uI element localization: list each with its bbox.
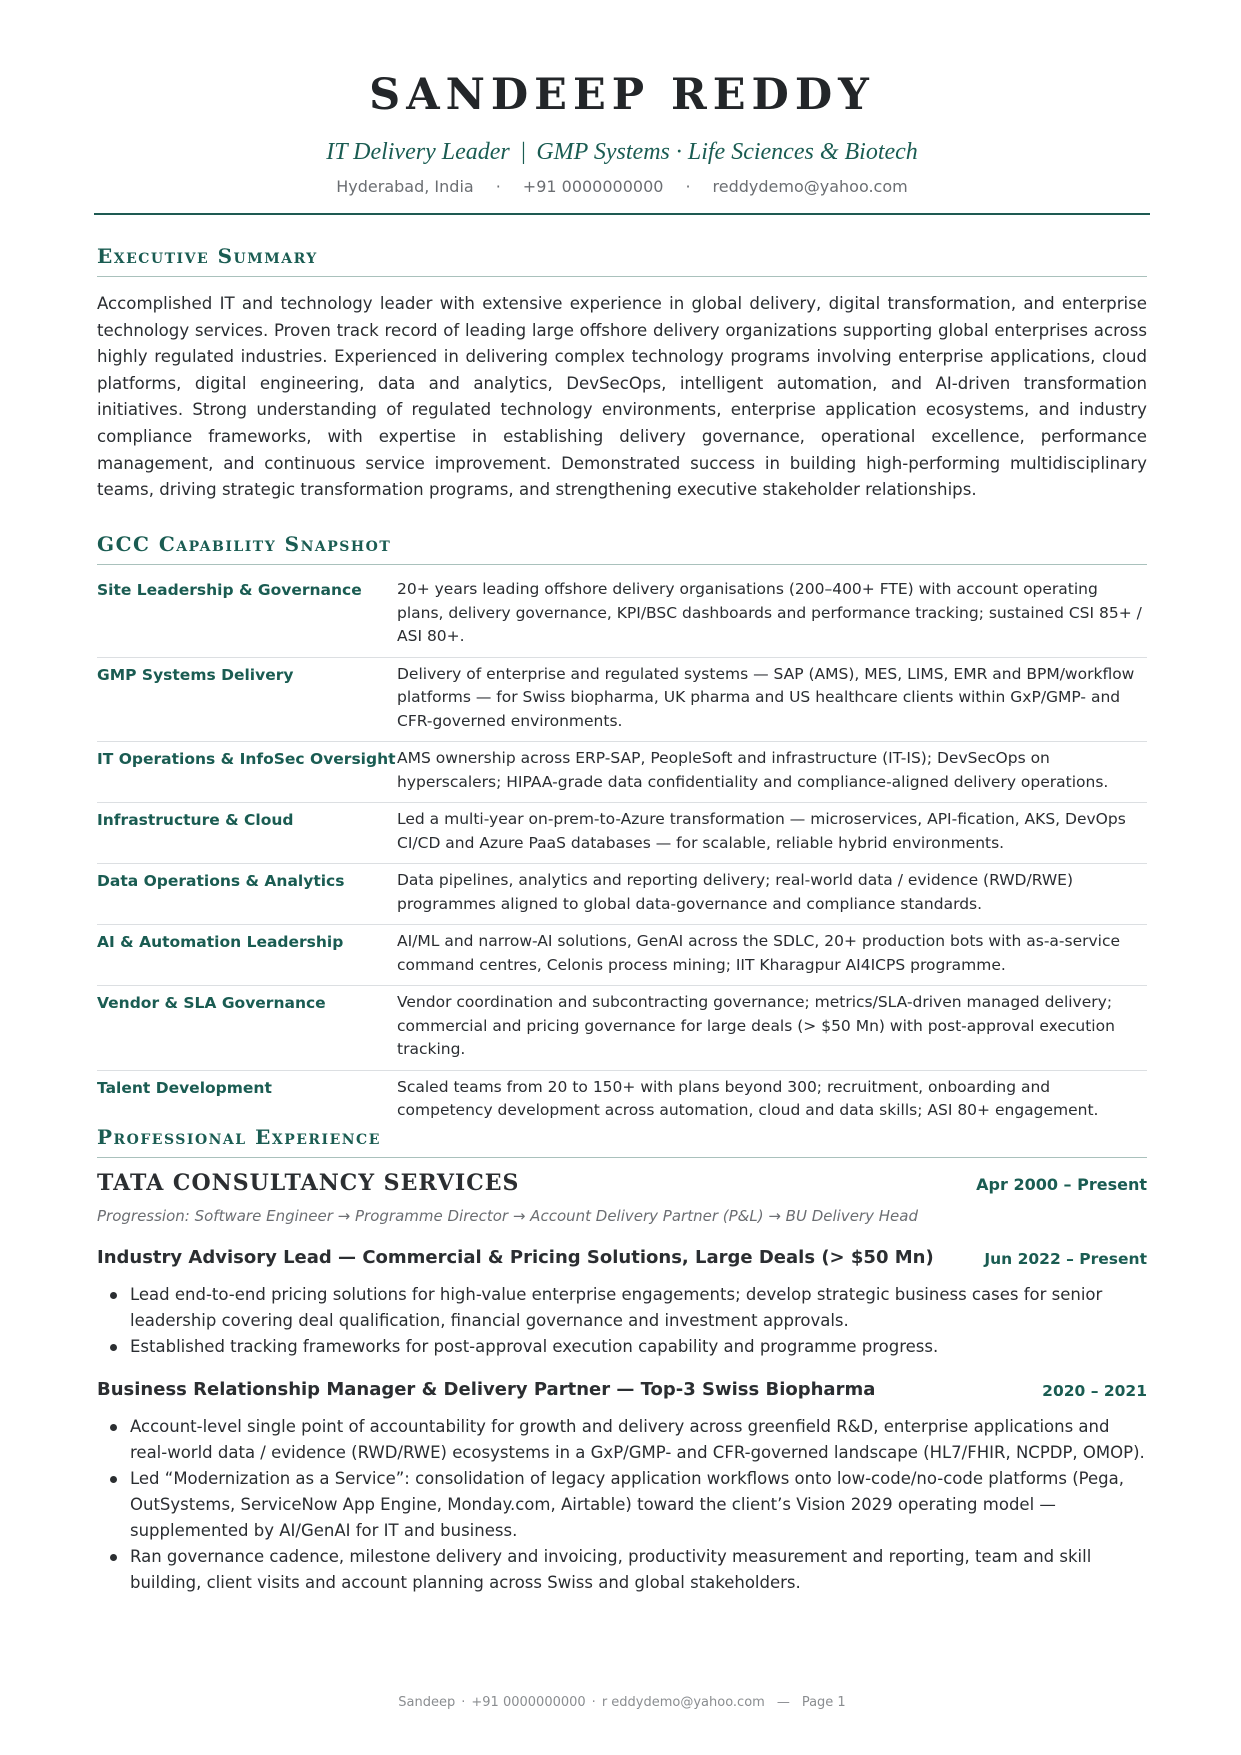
page-footer: [97, 1694, 1147, 1712]
tagline-domain: GMP Systems · Life Sciences & Biotech: [536, 139, 918, 165]
section-title-summary: Executive Summary: [97, 244, 318, 268]
capability-label: Infrastructure & Cloud: [97, 811, 294, 829]
company-dates: Apr 2000 – Present: [976, 1175, 1147, 1194]
capability-label: IT Operations & InfoSec Oversight: [97, 750, 396, 768]
section-title-experience: Professional Experience: [97, 1125, 381, 1149]
footer-page-number: Page 1: [801, 1695, 846, 1710]
bullet-item: [97, 1282, 1147, 1334]
capability-row: [97, 742, 1147, 803]
contact-phone: +91 0000000000: [522, 177, 664, 196]
section-title-capabilities: GCC Capability Snapshot: [97, 532, 392, 556]
capability-label: Data Operations & Analytics: [97, 872, 345, 890]
footer-name: Sandeep: [398, 1695, 456, 1710]
contact-separator: ·: [495, 177, 501, 196]
contact-separator: ·: [685, 177, 691, 196]
section-divider: [97, 564, 1147, 565]
capability-label: AI & Automation Leadership: [97, 933, 344, 951]
footer-dash: —: [776, 1695, 790, 1710]
bullet-icon: [110, 1344, 117, 1351]
role-title: Industry Advisory Lead — Commercial & Pricing Solutions, Large Deals (> $50 Mn): [97, 1247, 934, 1268]
header-divider: [94, 213, 1150, 215]
bullet-icon: [110, 1424, 117, 1431]
role-dates: 2020 – 2021: [1042, 1382, 1147, 1400]
footer-email: r eddydemo@yahoo.com: [601, 1695, 765, 1710]
capability-label: Vendor & SLA Governance: [97, 994, 326, 1012]
role-dates: Jun 2022 – Present: [984, 1250, 1147, 1268]
capability-text: AMS ownership across ERP-SAP, PeopleSoft and infrastructure (IT-IS); DevSecOps on hyperscalers; HIPAA-grade data confidentiality and compliance-aligned delivery operations.: [397, 749, 1109, 791]
bullet-text: Established tracking frameworks for post-approval execution capability and programme progress.: [130, 1337, 939, 1356]
tagline: [97, 138, 1147, 166]
footer-separator: ·: [461, 1695, 466, 1710]
capability-label: Site Leadership & Governance: [97, 581, 362, 599]
contact-email[interactable]: reddydemo@yahoo.com: [712, 177, 908, 196]
bullet-text: Led “Modernization as a Service”: consolidation of legacy application workflows onto low-code/no-code platforms (Pega, OutSystems, ServiceNow App Engine, Monday.com, Airtable) toward the client’s Vision 2029 operating model — supplemented by AI/GenAI for IT and business.: [130, 1469, 1124, 1540]
bullet-icon: [110, 1554, 117, 1561]
contact-line: [97, 176, 1147, 198]
role-title: Business Relationship Manager & Delivery Partner — Top-3 Swiss Biopharma: [97, 1379, 876, 1400]
tagline-separator: |: [519, 139, 527, 165]
bullet-item: [97, 1544, 1147, 1596]
capability-text: Vendor coordination and subcontracting governance; metrics/SLA-driven managed delivery; commercial and pricing governance for large deals (> $50 Mn) with post-approval execution tracking.: [397, 993, 1115, 1058]
capability-label: Talent Development: [97, 1078, 272, 1097]
capability-row: [97, 864, 1147, 925]
capability-row: [97, 925, 1147, 986]
footer-separator: ·: [591, 1695, 596, 1710]
footer-phone: +91 0000000000: [471, 1695, 586, 1710]
bullet-item: [97, 1466, 1147, 1544]
resume-page: [97, 0, 1147, 1755]
role-bullets: [97, 1414, 1147, 1596]
bullet-item: [97, 1334, 1147, 1360]
capability-row: [97, 803, 1147, 864]
role-bullets: [97, 1282, 1147, 1360]
capability-row: [97, 1070, 1147, 1131]
capability-text: Scaled teams from 20 to 150+ with plans beyond 300; recruitment, onboarding and competency development across automation, cloud and data skills; ASI 80+ engagement.: [397, 1077, 1099, 1119]
capability-row: [97, 573, 1147, 657]
bullet-text: Account-level single point of accountability for growth and delivery across greenfield R&D, enterprise applications and real-world data / evidence (RWD/RWE) ecosystems in a GxP/GMP- and CFR-governed landscape (HL7/FHIR, NCPDP, OMOP).: [130, 1417, 1145, 1462]
tagline-role: IT Delivery Leader: [326, 139, 510, 165]
bullet-text: Lead end-to-end pricing solutions for high-value enterprise engagements; develop strategic business cases for senior leadership covering deal qualification, financial governance and investment approvals.: [130, 1285, 1103, 1330]
contact-location: Hyderabad, India: [336, 177, 474, 196]
section-divider: [97, 276, 1147, 277]
capability-table: [97, 573, 1147, 1131]
company-name: TATA CONSULTANCY SERVICES: [97, 1170, 520, 1196]
capability-row: [97, 657, 1147, 742]
bullet-icon: [110, 1476, 117, 1483]
capability-label: GMP Systems Delivery: [97, 665, 294, 684]
section-divider: [97, 1157, 1147, 1158]
capability-row: [97, 986, 1147, 1071]
career-progression: Progression: Software Engineer → Programme Director → Account Delivery Partner (P&L) → BU Delivery Head: [97, 1207, 918, 1225]
capability-text: AI/ML and narrow-AI solutions, GenAI across the SDLC, 20+ production bots with as-a-service command centres, Celonis process mining; IIT Kharagpur AI4ICPS programme.: [397, 932, 1121, 974]
capability-text: 20+ years leading offshore delivery organisations (200–400+ FTE) with account operating plans, delivery governance, KPI/BSC dashboards and performance tracking; sustained CSI 85+ / ASI 80+.: [397, 580, 1142, 645]
bullet-icon: [110, 1292, 117, 1299]
bullet-text: Ran governance cadence, milestone delivery and invoicing, productivity measurement and reporting, team and skill building, client visits and account planning across Swiss and global stakeholders.: [130, 1547, 1092, 1592]
capability-text: Led a multi-year on-prem-to-Azure transformation — microservices, API-fication, AKS, DevOps CI/CD and Azure PaaS databases — for scalable, reliable hybrid environments.: [397, 810, 1126, 852]
candidate-name: SANDEEP REDDY: [369, 70, 875, 120]
bullet-item: [97, 1414, 1147, 1466]
capability-text: Delivery of enterprise and regulated systems — SAP (AMS), MES, LIMS, EMR and BPM/workflow platforms — for Swiss biopharma, UK pharma and US healthcare clients within GxP/GMP- and CFR-governed environments.: [397, 664, 1135, 730]
summary-text: Accomplished IT and technology leader with extensive experience in global delivery, digital transformation, and enterprise technology services. Proven track record of leading large offshore delivery organizations supporting global enterprises across highly regulated industries. Experienced in delivering complex technology programs involving enterprise applications, cloud platforms, digital engineering, data and analytics, DevSecOps, intelligent automation, and AI-driven transformation initiatives. Strong understanding of regulated technology environments, enterprise application ecosystems, and industry compliance frameworks, with expertise in establishing delivery governance, operational excellence, performance management, and continuous service improvement. Demonstrated success in building high-performing multidisciplinary teams, driving strategic transformation programs, and strengthening executive stakeholder relationships.: [97, 294, 1147, 500]
capability-text: Data pipelines, analytics and reporting delivery; real-world data / evidence (RWD/RWE) programmes aligned to global data-governance and compliance standards.: [397, 871, 1074, 913]
